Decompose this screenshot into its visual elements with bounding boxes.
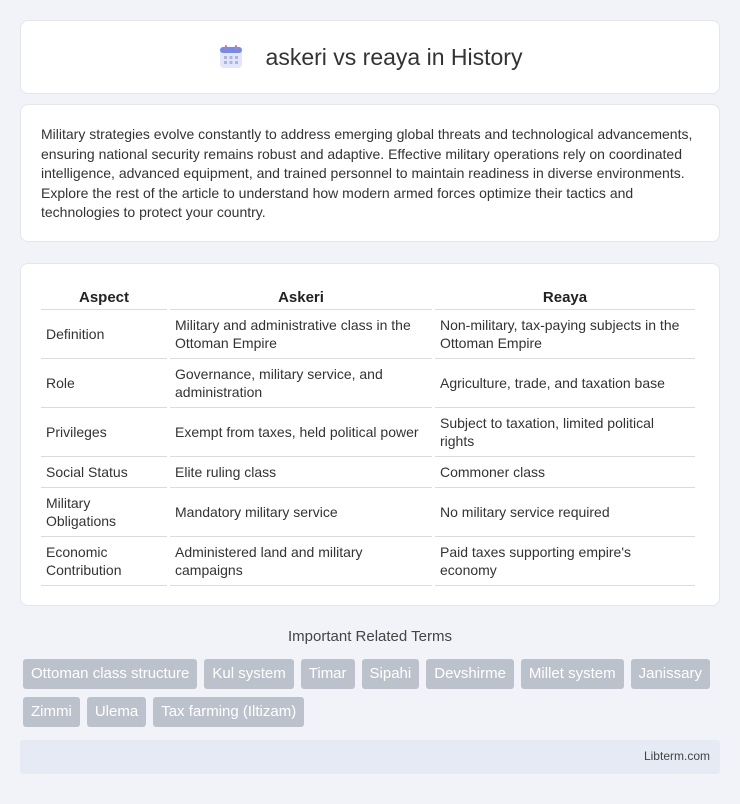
table-cell: Commoner class <box>435 457 695 488</box>
table-row <box>41 457 695 488</box>
tag-kul-system[interactable]: Kul system <box>204 659 293 689</box>
table-cell: No military service required <box>435 488 695 537</box>
header-reaya: Reaya <box>435 284 695 310</box>
table-cell: Agriculture, trade, and taxation base <box>435 359 695 408</box>
tag-tax-farming[interactable]: Tax farming (Iltizam) <box>153 697 304 727</box>
tag-ottoman-class-structure[interactable]: Ottoman class structure <box>23 659 197 689</box>
table-cell: Social Status <box>41 457 167 488</box>
page-title: askeri vs reaya in History <box>265 43 523 70</box>
intro-text: Military strategies evolve constantly to address emerging global threats and technological advancements, ensuring national security remains robust and adaptive. Effective military operations rely on coordinated intelligence, advanced equipment, and trained personnel to maintain readiness in diverse environments. Explore the rest of the article to understand how modern armed forces optimize their tactics and technologies to protect your country. <box>41 126 693 220</box>
comparison-card <box>20 263 720 606</box>
calendar-icon <box>218 44 244 70</box>
header-aspect: Aspect <box>41 284 167 310</box>
tag-timar[interactable]: Timar <box>301 659 355 689</box>
table-cell: Exempt from taxes, held political power <box>170 408 432 457</box>
footer <box>20 740 720 774</box>
tag-janissary[interactable]: Janissary <box>631 659 710 689</box>
table-cell: Military Obligations <box>41 488 167 537</box>
table-cell: Non-military, tax-paying subjects in the Ottoman Empire <box>435 310 695 359</box>
related-tags <box>23 659 723 727</box>
comparison-table <box>38 284 698 586</box>
table-cell: Military and administrative class in the Ottoman Empire <box>170 310 432 359</box>
tag-sipahi[interactable]: Sipahi <box>362 659 420 689</box>
table-cell: Elite ruling class <box>170 457 432 488</box>
header-askeri: Askeri <box>170 284 432 310</box>
footer-site-link[interactable]: Libterm.com <box>643 749 710 763</box>
table-cell: Paid taxes supporting empire's economy <box>435 537 695 586</box>
intro-card <box>20 104 720 242</box>
tag-millet-system[interactable]: Millet system <box>521 659 624 689</box>
tag-zimmi[interactable]: Zimmi <box>23 697 80 727</box>
table-row <box>41 537 695 586</box>
table-cell: Subject to taxation, limited political rights <box>435 408 695 457</box>
table-cell: Mandatory military service <box>170 488 432 537</box>
table-cell: Economic Contribution <box>41 537 167 586</box>
table-cell: Governance, military service, and administration <box>170 359 432 408</box>
table-row <box>41 310 695 359</box>
table-row <box>41 408 695 457</box>
table-cell: Administered land and military campaigns <box>170 537 432 586</box>
table-header-row <box>41 284 695 310</box>
table-row <box>41 488 695 537</box>
table-row <box>41 359 695 408</box>
table-cell: Privileges <box>41 408 167 457</box>
header-card <box>20 20 720 94</box>
tag-devshirme[interactable]: Devshirme <box>426 659 514 689</box>
related-terms-title: Important Related Terms <box>288 628 452 645</box>
table-cell: Definition <box>41 310 167 359</box>
tag-ulema[interactable]: Ulema <box>87 697 146 727</box>
table-cell: Role <box>41 359 167 408</box>
